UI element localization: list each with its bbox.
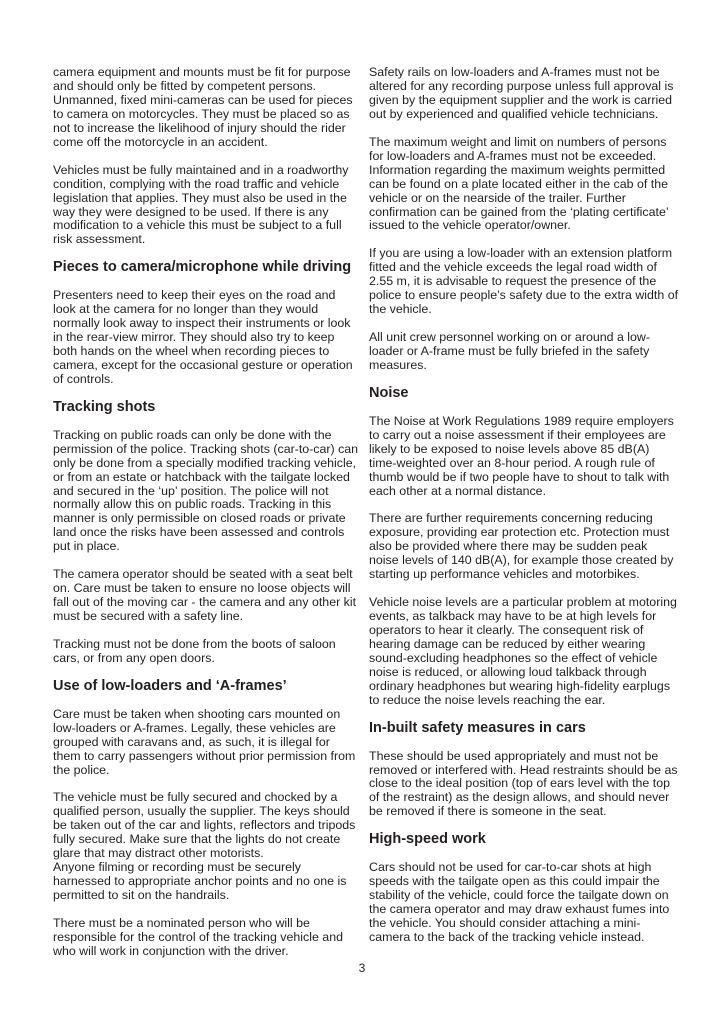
paragraph-maximum-weight: The maximum weight and limit on numbers of persons for low-loaders and A-frames must not be exceeded. Information regarding the maximum weights permitted can be found on a plate located either in the cab of the vehicle or on the nearside of the trailer. Further confirmation can be gained from the ‘plating certificate’ issued to the vehicle operator/owner.: [369, 134, 669, 233]
heading-tracking-shots: Tracking shots: [53, 398, 156, 415]
paragraph-vehicle-maintenance: Vehicles must be fully maintained and in a roadworthy condition, complying with the road traffic and vehicle legislation that applies. They must also be used in the way they were designed to be used. If there is any modification to a vehicle this must be subject to a full risk assessment.: [53, 162, 349, 247]
paragraph-presenters: Presenters need to keep their eyes on the road and look at the camera for no longer than they would normally look away to inspect their instruments or look in the rear-view mirror. They should also try to keep both hands on the wheel when recording pieces to camera, except for the occasional gesture or operation of controls.: [53, 288, 353, 386]
paragraph-low-loaders-care: Care must be taken when shooting cars mounted on low-loaders or A-frames. Legally, these vehicles are grouped with caravans and, as such, it is illegal for them to carry passengers without prior permission from the police.: [53, 706, 356, 777]
paragraph-harness: Anyone filming or recording must be securely harnessed to appropriate anchor points and no one is permitted to sit on the handrails.: [53, 860, 347, 903]
paragraph-vehicle-noise: Vehicle noise levels are a particular problem at motoring events, as talkback may have to be at high levels for operators to hear it clearly. The consequent risk of hearing damage can be reduced by either wearing sound-excluding headphones so the effect of vehicle noise is reduced, or allowing loud talkback through ordinary headphones but wearing high-fidelity earplugs to reduce the noise levels reaching the ear.: [369, 595, 677, 707]
page-number: 3: [358, 961, 366, 975]
paragraph-safety-rails: Safety rails on low-loaders and A-frames must not be altered for any recording purpose unless full approval is given by the equipment supplier and the work is carried out by experienced and qualified vehicle technicians.: [369, 65, 674, 121]
heading-pieces-to-camera: Pieces to camera/microphone while driving: [53, 259, 352, 276]
right-column: [369, 66, 679, 959]
heading-high-speed-work: High-speed work: [369, 831, 486, 848]
paragraph-tracking-public-roads: Tracking on public roads can only be done with the permission of the police. Tracking shots (car-to-car) can only be done from a specially modified tracking vehicle, or from an estate or hatchback with the tailgate locked and secured in the ‘up’ position. The police will not normally allow this on public roads. Tracking in this manner is only permissible on closed roads or private land once the risks have been assessed and controls put in place.: [53, 427, 359, 554]
paragraph-head-restraints: These should be used appropriately and must not be removed or interfered with. Head restraints should be as close to the ideal position (top of ears level with the top of the restraint) as the design allows, and should never be removed if there is someone in the seat.: [369, 748, 678, 819]
paragraph-camera-equipment: camera equipment and mounts must be fit for purpose and should only be fitted by competent persons. Unmanned, fixed mini-cameras can be used for pieces to camera on motorcycles. They must be placed so as not to increase the likelihood of injury should the rider come off the motorcycle in an accident.: [53, 65, 353, 149]
paragraph-nominated-person: There must be a nominated person who will be responsible for the control of the tracking vehicle and who will work in conjunction with the driver.: [53, 915, 343, 958]
paragraph-ear-protection: There are further requirements concerning reducing exposure, providing ear protection etc. Protection must also be provided where there may be sudden peak noise levels of 140 dB(A), for example those created by starting up performance vehicles and motorbikes.: [369, 511, 674, 582]
paragraph-noise-regulations: The Noise at Work Regulations 1989 require employers to carry out a noise assessment if their employees are likely to be exposed to noise levels above 85 dB(A) time-weighted over an 8-hour period. A rough rule of thumb would be if two people have to shout to talk with each other at a normal distance.: [369, 413, 674, 498]
paragraph-camera-operator: The camera operator should be seated with a seat belt on. Care must be taken to ensure no loose objects will fall out of the moving car - the camera and any other kit must be secured with a safety line.: [53, 567, 357, 624]
paragraph-vehicle-secured: The vehicle must be fully secured and chocked by a qualified person, usually the supplier. The keys should be taken out of the car and lights, reflectors and tripods fully secured. Make sure that the lights do not create glare that may distract other motorists.: [53, 790, 356, 861]
paragraph-high-speed-tailgate: Cars should not be used for car-to-car shots at high speeds with the tailgate open as this could impair the stability of the vehicle, could force the tailgate down on the camera operator and may draw exhaust fumes into the vehicle. You should consider attaching a mini-camera to the back of the tracking vehicle instead.: [369, 860, 670, 944]
paragraph-crew-briefing: All unit crew personnel working on or around a low-loader or A-frame must be fully briefed in the safety measures.: [369, 330, 650, 372]
left-column: [53, 66, 359, 973]
heading-noise: Noise: [369, 384, 409, 401]
heading-in-built-safety: In-built safety measures in cars: [369, 719, 586, 736]
paragraph-extension-platform: If you are using a low-loader with an extension platform fitted and the vehicle exceeds the legal road width of 2.55 m, it is advisable to request the presence of the police to ensure people’s safety due to the extra width of the vehicle.: [369, 246, 679, 317]
heading-low-loaders: Use of low-loaders and ‘A-frames’: [53, 677, 287, 694]
paragraph-tracking-boots: Tracking must not be done from the boots of saloon cars, or from any open doors.: [53, 636, 336, 665]
